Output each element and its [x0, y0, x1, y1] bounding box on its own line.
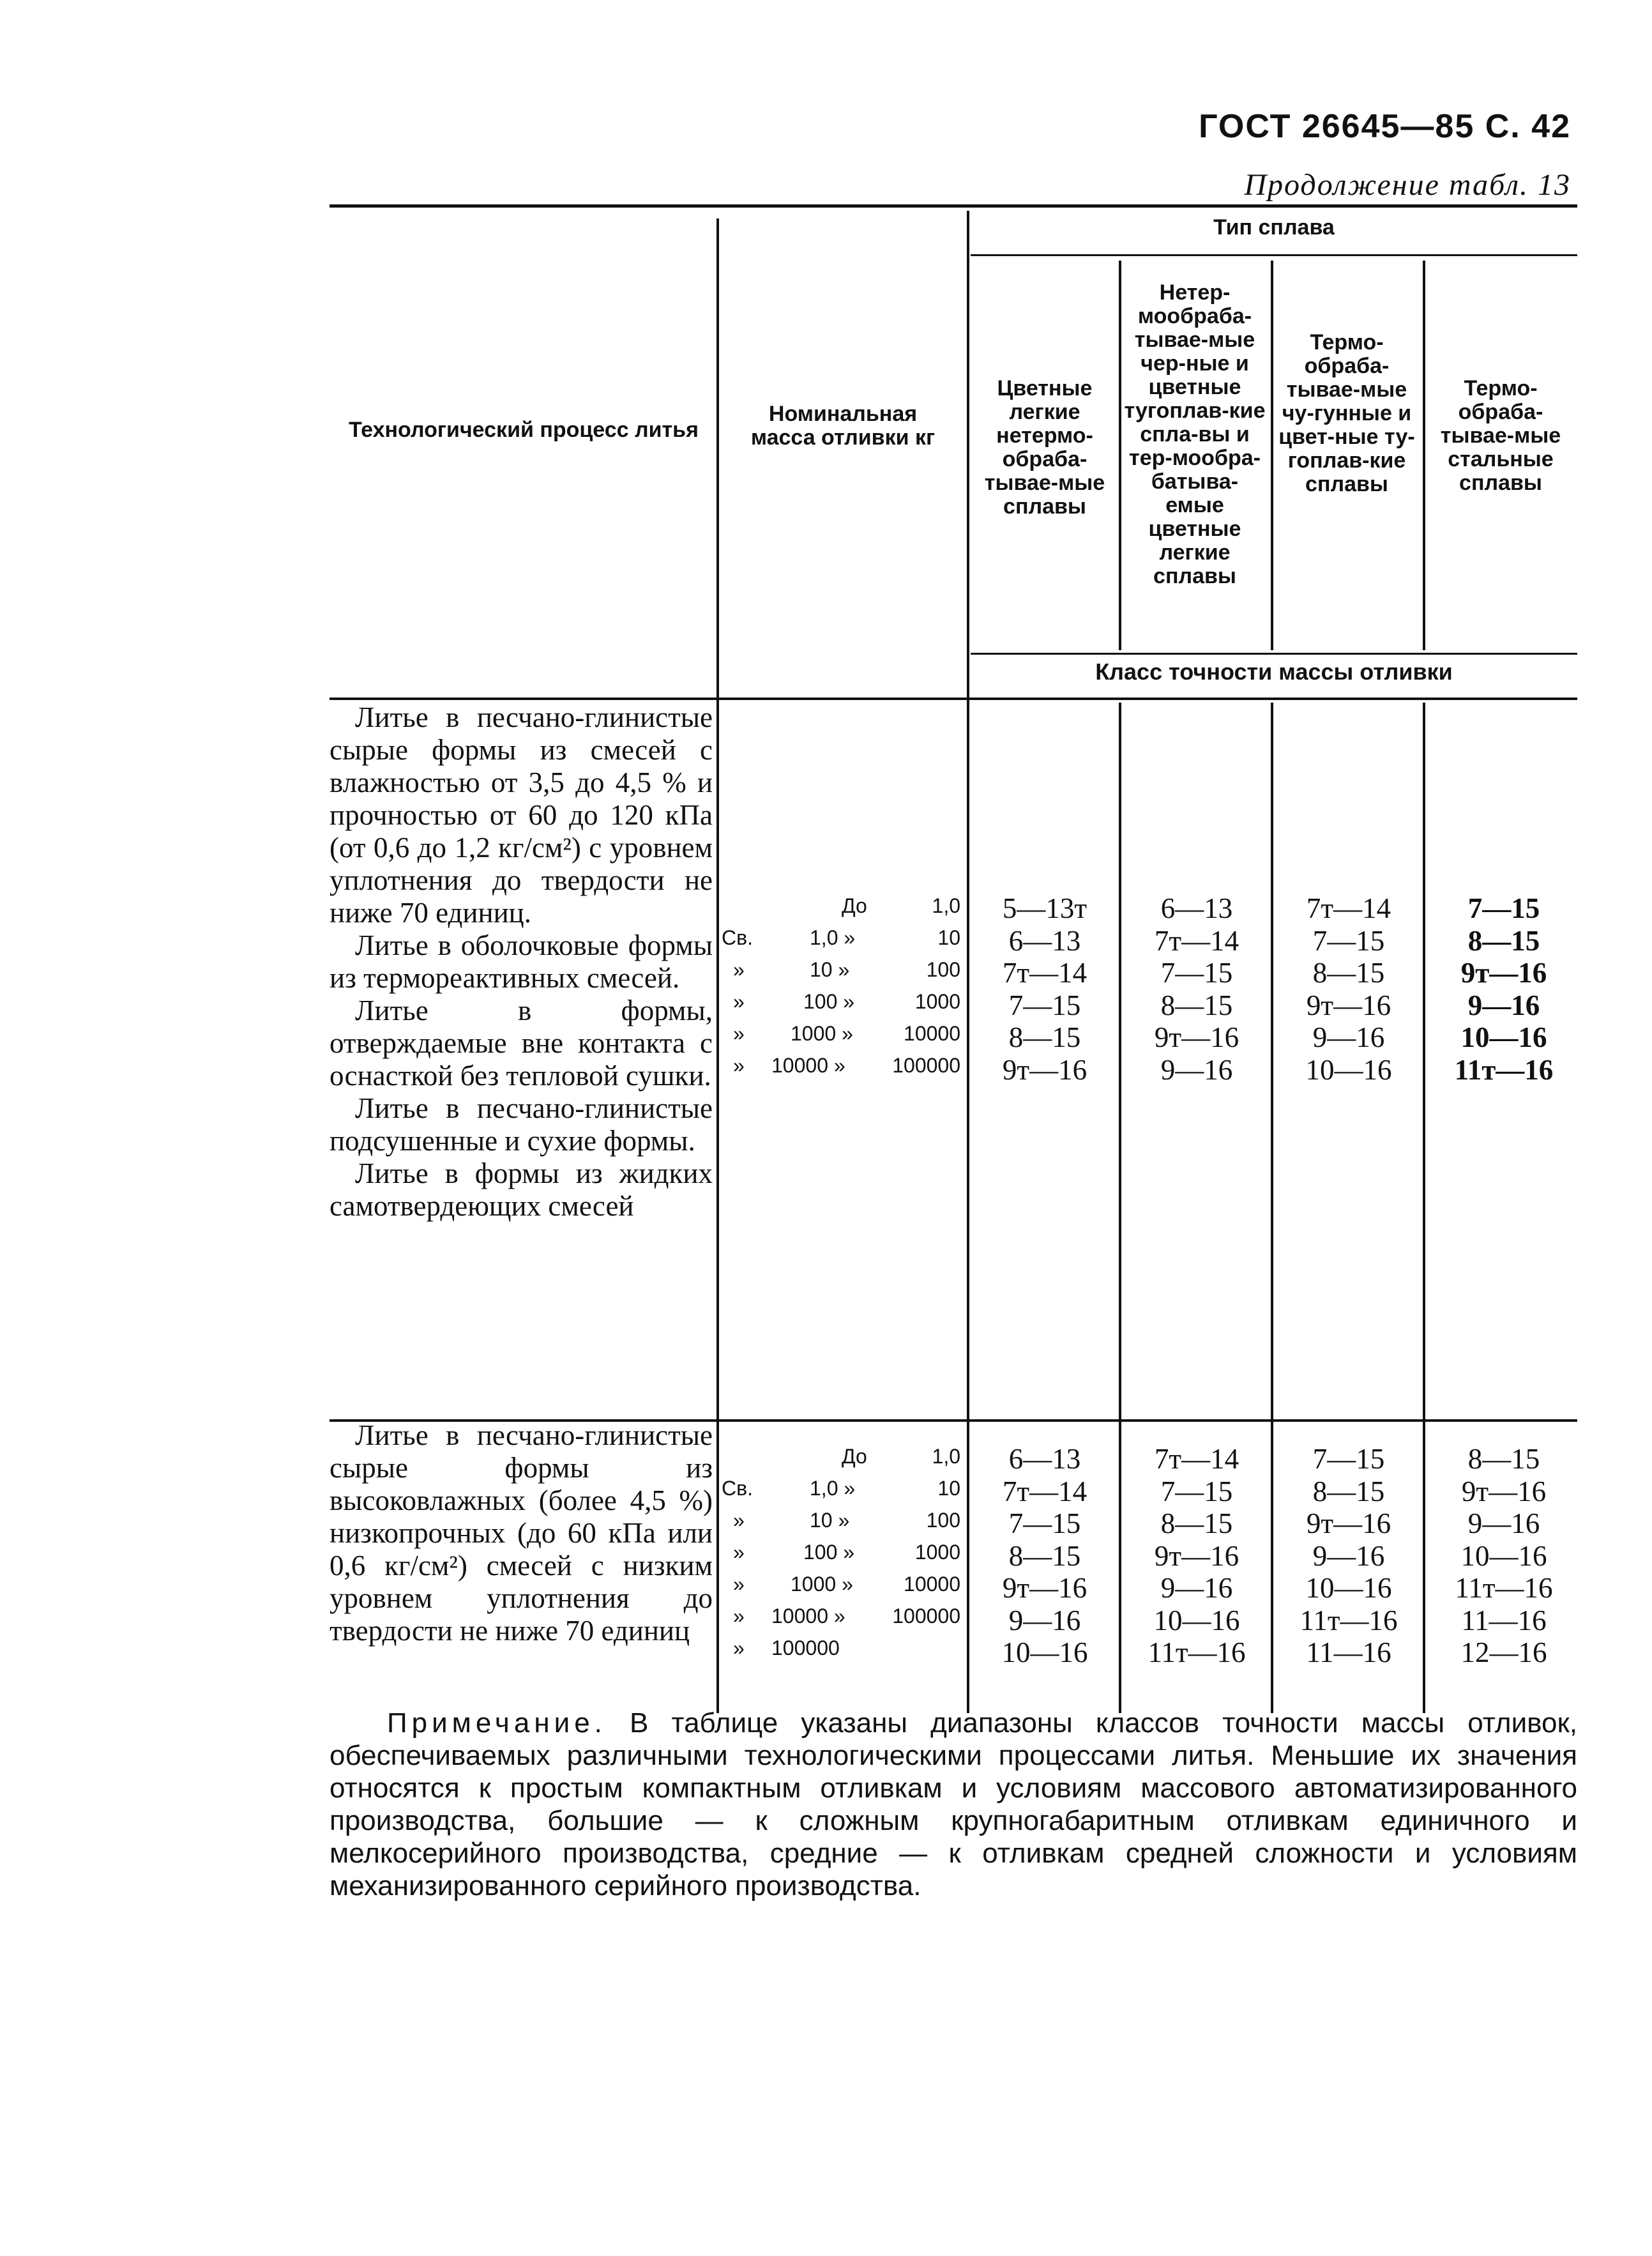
mass-row [720, 1445, 963, 1470]
section1-alloy-3-values [1276, 892, 1421, 1086]
accuracy-class-cell: 8—15 [1160, 1507, 1233, 1539]
mass-to: 10 [937, 1477, 960, 1500]
accuracy-class-cell: 9—16 [1008, 1604, 1081, 1636]
col-divider-alloy-1-body [1119, 703, 1121, 1713]
accuracy-class-cell: 9—16 [1160, 1053, 1233, 1086]
col-divider-alloy-2 [1271, 261, 1273, 650]
mass-from: 1000 » [791, 1573, 853, 1596]
section2-process-list [330, 1419, 713, 1647]
header-alloy-3: Термо-обраба-тывае-мые чу-гунные и цвет-ные ту-гоплав-кие сплавы [1278, 330, 1415, 496]
accuracy-class-cell: 8—15 [1312, 1475, 1385, 1507]
section1-process-4: Литье в песчано-глинистые подсушенные и сухие формы. [330, 1092, 713, 1157]
section1-process-2: Литье в оболочковые формы из термореактивных смесей. [330, 929, 713, 994]
section2-alloy-1-values [972, 1443, 1118, 1669]
mass-row [720, 958, 963, 984]
accuracy-class-cell: 8—15 [1312, 957, 1385, 989]
mass-to: 1000 [914, 1541, 960, 1564]
col-divider-alloy-3 [1423, 261, 1425, 650]
mass-row [720, 1022, 963, 1048]
accuracy-class-cell: 6—13 [1008, 924, 1081, 957]
mass-prefix: » [733, 1573, 745, 1596]
section1-alloy-4-values [1430, 892, 1577, 1086]
mass-from: 100000 [771, 1636, 840, 1659]
accuracy-class-cell: 7т—14 [1002, 957, 1087, 989]
mass-to: 100 [926, 958, 960, 981]
mass-to: 1,0 [932, 1445, 960, 1468]
mass-from: До [842, 1445, 867, 1468]
mass-from: 100 » [803, 1541, 855, 1564]
accuracy-class-cell: 11—16 [1461, 1604, 1547, 1636]
accuracy-class-cell: 8—15 [1160, 989, 1233, 1021]
section1-process-list [330, 701, 713, 1223]
accuracy-class-cell: 6—13 [1160, 892, 1233, 924]
mass-prefix: » [733, 990, 745, 1013]
accuracy-class-cell: 9—16 [1160, 1572, 1233, 1604]
mass-prefix: » [733, 958, 745, 981]
accuracy-class-cell: 9т—16 [1460, 957, 1547, 989]
accuracy-class-cell: 6—13 [1008, 1443, 1081, 1475]
accuracy-class-cell: 9—16 [1467, 989, 1540, 1021]
mass-row [720, 1477, 963, 1502]
accuracy-class-cell: 9—16 [1312, 1021, 1385, 1053]
header-process: Технологический процесс литья [349, 418, 699, 442]
accuracy-class-cell: 10—16 [1305, 1053, 1392, 1086]
accuracy-class-cell: 11т—16 [1148, 1636, 1246, 1668]
col-divider-mass [967, 211, 969, 1713]
accuracy-class-cell: 10—16 [1305, 1572, 1392, 1604]
accuracy-class-cell: 7—15 [1160, 1475, 1233, 1507]
accuracy-class-cell: 9т—16 [1461, 1475, 1547, 1507]
mass-to: 1,0 [932, 894, 960, 917]
section2-alloy-2-values [1124, 1443, 1269, 1669]
section1-alloy-1-values [972, 892, 1118, 1086]
col-divider-alloy-1 [1119, 261, 1121, 650]
section2-alloy-4-values [1430, 1443, 1577, 1669]
mass-prefix: » [733, 1636, 745, 1659]
header-alloy-2: Нетер-мообраба-тывае-мые чер-ные и цветные тугоплав-кие спла-вы и тер-мообра-батыва-емые цветные легкие сплавы [1124, 280, 1266, 588]
accuracy-class-cell: 9т—16 [1002, 1572, 1087, 1604]
accuracy-class-cell: 7—15 [1008, 989, 1081, 1021]
accuracy-class-cell: 8—15 [1008, 1539, 1081, 1572]
accuracy-class-cell: 7т—14 [1154, 1443, 1239, 1475]
mass-from: 10000 » [771, 1604, 845, 1627]
mass-from: 1,0 » [810, 926, 856, 949]
mass-row [720, 1604, 963, 1630]
accuracy-class-cell: 9т—16 [1306, 1507, 1391, 1539]
mass-to: 10000 [904, 1573, 960, 1596]
mass-from: 1,0 » [810, 1477, 856, 1500]
accuracy-class-rule [971, 653, 1577, 655]
accuracy-class-cell: 11—16 [1306, 1636, 1391, 1668]
header-alloy-type: Тип сплава [1213, 215, 1335, 240]
mass-prefix: » [733, 1509, 745, 1532]
accuracy-class-cell: 7т—14 [1154, 924, 1239, 957]
mass-from: 10 » [810, 958, 850, 981]
section1-process-1: Литье в песчано-глинистые сырые формы из смесей с влажностью от 3,5 до 4,5 % и прочностью от 60 до 120 кПа (от 0,6 до 1,2 кг/см²) с уровнем уплотнения до твердости не ниже 70 единиц. [330, 701, 713, 929]
mass-to: 10 [937, 926, 960, 949]
mass-prefix: » [733, 1604, 745, 1627]
note-text: В таблице указаны диапазоны классов точности массы отливок, обеспечиваемых различными технологическими процессами литья. Меньшие их значения относятся к простым компактным отливкам и условиям массового автоматизированного производства, большие — к сложным крупногабаритным отливкам единичного и мелкосерийного производства, средние — к отливкам средней сложности и условиям механизированного серийного производства. [330, 1707, 1577, 1902]
accuracy-class-cell: 8—15 [1467, 1443, 1540, 1475]
mass-to: 100 [926, 1509, 960, 1532]
mass-from: 10 » [810, 1509, 850, 1532]
accuracy-class-cell: 8—15 [1467, 924, 1540, 957]
mass-from: 10000 » [771, 1054, 845, 1077]
mass-prefix: » [733, 1541, 745, 1564]
note-label: Примечание. [387, 1707, 607, 1739]
header-bottom-rule [330, 697, 1577, 700]
col-divider-alloy-3-body [1423, 703, 1425, 1713]
mass-row [720, 1054, 963, 1079]
header-mass: Номинальная масса отливки кг [750, 402, 936, 450]
document-reference: ГОСТ 26645—85 С. 42 [1199, 108, 1571, 145]
accuracy-class-cell: 7—15 [1160, 957, 1233, 989]
accuracy-class-cell: 7—15 [1467, 892, 1540, 924]
section1-process-3: Литье в формы, отверждаемые вне контакта с оснасткой без тепловой сушки. [330, 995, 713, 1092]
accuracy-class-cell: 10—16 [1460, 1539, 1547, 1572]
mass-to: 100000 [892, 1054, 960, 1077]
mass-row [720, 894, 963, 920]
accuracy-class-cell: 9т—16 [1306, 989, 1391, 1021]
section2-process-1: Литье в песчано-глинистые сырые формы из высоковлажных (более 4,5 %) низкопрочных (до 60 кПа или 0,6 кг/см²) смесей с низким уровнем уплотнения до твердости не ниже 70 единиц [330, 1419, 713, 1647]
table-note [330, 1707, 1577, 1902]
accuracy-class-cell: 8—15 [1008, 1021, 1081, 1053]
accuracy-class-cell: 12—16 [1460, 1636, 1547, 1668]
mass-prefix: » [733, 1054, 745, 1077]
mass-prefix: » [733, 1022, 745, 1045]
header-accuracy-class: Класс точности массы отливки [1095, 659, 1453, 685]
accuracy-class-cell: 9т—16 [1002, 1053, 1087, 1086]
accuracy-class-cell: 11т—16 [1454, 1053, 1554, 1086]
accuracy-class-cell: 9—16 [1312, 1539, 1385, 1572]
section1-alloy-2-values [1124, 892, 1269, 1086]
mass-row [720, 1636, 963, 1662]
accuracy-class-cell: 7—15 [1312, 924, 1385, 957]
accuracy-class-cell: 5—13т [1002, 892, 1087, 924]
mass-from: 1000 » [791, 1022, 853, 1045]
mass-from: 100 » [803, 990, 855, 1013]
section2-alloy-3-values [1276, 1443, 1421, 1669]
mass-to: 10000 [904, 1022, 960, 1045]
mass-to: 100000 [892, 1604, 960, 1627]
table-top-rule [330, 204, 1577, 208]
mass-from: До [842, 894, 867, 917]
accuracy-class-cell: 7т—14 [1306, 892, 1391, 924]
mass-row [720, 1573, 963, 1598]
accuracy-class-cell: 9—16 [1467, 1507, 1540, 1539]
accuracy-class-cell: 11т—16 [1300, 1604, 1398, 1636]
header-alloy-1: Цветные легкие нетермо-обраба-тывае-мые сплавы [984, 376, 1105, 519]
accuracy-class-cell: 9т—16 [1154, 1021, 1239, 1053]
accuracy-class-cell: 7—15 [1008, 1507, 1081, 1539]
header-alloy-4: Термо-обраба-тывае-мые стальные сплавы [1440, 376, 1561, 495]
accuracy-class-cell: 9т—16 [1154, 1539, 1239, 1572]
accuracy-class-cell: 10—16 [1001, 1636, 1088, 1668]
accuracy-class-cell: 7—15 [1312, 1443, 1385, 1475]
col-divider-process [716, 218, 719, 1713]
accuracy-class-cell: 11т—16 [1455, 1572, 1553, 1604]
accuracy-class-cell: 7т—14 [1002, 1475, 1087, 1507]
mass-row [720, 990, 963, 1016]
accuracy-class-cell: 10—16 [1153, 1604, 1240, 1636]
mass-prefix: Св. [722, 926, 753, 949]
mass-to: 1000 [914, 990, 960, 1013]
mass-row [720, 1541, 963, 1566]
mass-row [720, 926, 963, 952]
table-continuation-label: Продолжение табл. 13 [1244, 168, 1571, 202]
mass-row [720, 1509, 963, 1534]
alloy-type-rule [971, 254, 1577, 256]
col-divider-alloy-2-body [1271, 703, 1273, 1713]
mass-prefix: Св. [722, 1477, 753, 1500]
section1-process-5: Литье в формы из жидких самотвердеющих смесей [330, 1157, 713, 1222]
accuracy-class-cell: 10—16 [1460, 1021, 1547, 1053]
